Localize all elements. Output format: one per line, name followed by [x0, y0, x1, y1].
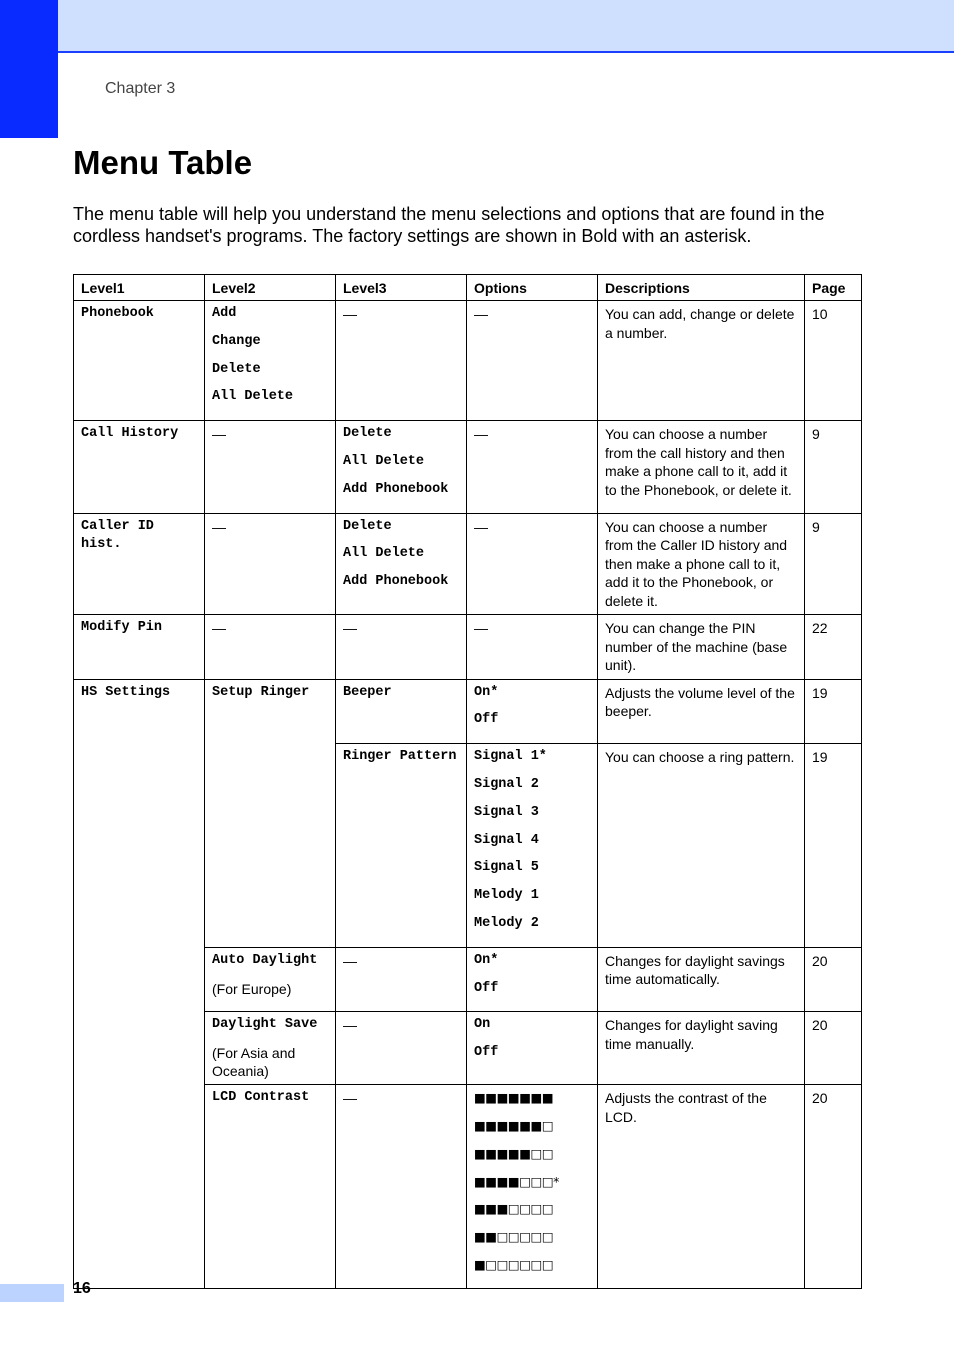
level3-item: Add Phonebook — [343, 574, 449, 590]
level2-item: Daylight Save — [212, 1017, 318, 1033]
level2-item: Delete — [212, 361, 261, 377]
contrast-level-option: ■■■■■■■ — [474, 1090, 554, 1106]
option-item: Signal 3 — [474, 804, 539, 820]
table-row-phonebook — [74, 301, 862, 421]
option-item: Melody 1 — [474, 888, 539, 904]
description-cell: Changes for daylight savings time automatically. — [598, 947, 805, 1012]
description-cell: Adjusts the contrast of the LCD. — [598, 1085, 805, 1289]
description-cell: Changes for daylight saving time manually. — [598, 1012, 805, 1085]
option-item: Signal 4 — [474, 832, 539, 848]
column-header-level3: Level3 — [336, 275, 467, 301]
option-item: Melody 2 — [474, 915, 539, 931]
options-empty: — — [467, 301, 598, 421]
contrast-level-option-default: ■■■■□□□* — [474, 1173, 559, 1189]
level2-empty: — — [205, 615, 336, 680]
option-item-default: On* — [474, 952, 499, 968]
contrast-level-option: ■□□□□□□ — [474, 1256, 554, 1272]
level1-caller-id: Caller ID hist. — [74, 513, 205, 615]
intro-paragraph: The menu table will help you understand the menu selections and options that are found in the cordless handset's programs. The factory settings are shown in Bold with an asterisk. — [73, 204, 825, 246]
level2-phonebook — [205, 301, 336, 421]
level3-empty: — — [336, 1012, 467, 1085]
level2-empty: — — [205, 421, 336, 513]
level2-lcd-contrast: LCD Contrast — [205, 1085, 336, 1289]
page-cell: 19 — [805, 679, 862, 744]
level3-item: All Delete — [343, 453, 425, 469]
page-cell: 9 — [805, 513, 862, 615]
options-empty: — — [467, 615, 598, 680]
column-header-options: Options — [467, 275, 598, 301]
level3-beeper: Beeper — [336, 679, 467, 744]
level2-auto-daylight — [205, 947, 336, 1012]
option-item: Off — [474, 1045, 499, 1061]
menu-table — [73, 274, 862, 1289]
page-cell: 22 — [805, 615, 862, 680]
option-item-default: Signal 1* — [474, 749, 547, 765]
level2-item: Change — [212, 333, 261, 349]
page-cell: 10 — [805, 301, 862, 421]
option-item: On — [474, 1017, 491, 1033]
contrast-level-option: ■■□□□□□ — [474, 1229, 554, 1245]
page-cell: 20 — [805, 947, 862, 1012]
page-cell: 20 — [805, 1012, 862, 1085]
level3-empty: — — [336, 301, 467, 421]
level2-note: (For Asia and Oceania) — [212, 1045, 296, 1080]
options-auto-daylight — [467, 947, 598, 1012]
table-row-modify-pin — [74, 615, 862, 680]
contrast-level-option: ■■■□□□□ — [474, 1201, 554, 1217]
option-item: Off — [474, 712, 499, 728]
column-header-level1: Level1 — [74, 275, 205, 301]
column-header-level2: Level2 — [205, 275, 336, 301]
table-row-beeper — [74, 679, 862, 744]
column-header-page: Page — [805, 275, 862, 301]
description-cell: You can change the PIN number of the machine (base unit). — [598, 615, 805, 680]
level1-modify-pin: Modify Pin — [74, 615, 205, 680]
level3-item: Delete — [343, 518, 392, 534]
level1-hs-settings: HS Settings — [74, 679, 205, 1288]
chapter-label: Chapter 3 — [105, 80, 176, 97]
table-row-caller-id — [74, 513, 862, 615]
level2-note: (For Europe) — [212, 980, 292, 997]
options-empty: — — [467, 421, 598, 513]
options-beeper — [467, 679, 598, 744]
option-item: Signal 2 — [474, 776, 539, 792]
option-item-default: On* — [474, 684, 499, 700]
level1-phonebook: Phonebook — [74, 301, 205, 421]
description-cell: Adjusts the volume level of the beeper. — [598, 679, 805, 744]
page-title: Menu Table — [73, 144, 253, 181]
level2-empty: — — [205, 513, 336, 615]
description-cell: You can choose a number from the call history and then make a phone call to it, add it to the Phonebook, or delete it. — [598, 421, 805, 513]
option-item: Signal 5 — [474, 860, 539, 876]
contrast-level-option: ■■■■■■□ — [474, 1117, 554, 1133]
description-cell: You can choose a number from the Caller ID history and then make a phone call to it, add it to the Phonebook, or delete it. — [598, 513, 805, 615]
page-cell: 20 — [805, 1085, 862, 1289]
level2-item: Auto Daylight — [212, 952, 318, 968]
header-band — [0, 0, 954, 53]
level3-ringer-pattern: Ringer Pattern — [336, 744, 467, 948]
table-header-row — [74, 275, 862, 301]
options-lcd-contrast — [467, 1085, 598, 1289]
contrast-level-option: ■■■■■□□ — [474, 1145, 554, 1161]
column-header-descriptions: Descriptions — [598, 275, 805, 301]
level3-item: All Delete — [343, 546, 425, 562]
chapter-tab-marker — [0, 0, 58, 138]
description-cell: You can add, change or delete a number. — [598, 301, 805, 421]
footer-band — [0, 1284, 64, 1302]
level3-caller-id — [336, 513, 467, 615]
options-daylight-save — [467, 1012, 598, 1085]
level3-empty: — — [336, 615, 467, 680]
page-number: 16 — [73, 1280, 91, 1297]
options-ringer-pattern — [467, 744, 598, 948]
options-empty: — — [467, 513, 598, 615]
page-cell: 19 — [805, 744, 862, 948]
level2-setup-ringer: Setup Ringer — [205, 679, 336, 947]
level3-empty: — — [336, 1085, 467, 1289]
level3-empty: — — [336, 947, 467, 1012]
description-cell: You can choose a ring pattern. — [598, 744, 805, 948]
level3-item: Delete — [343, 426, 392, 442]
level2-item: All Delete — [212, 389, 294, 405]
level1-call-history: Call History — [74, 421, 205, 513]
level3-call-history — [336, 421, 467, 513]
table-row-call-history — [74, 421, 862, 513]
option-item: Off — [474, 980, 499, 996]
level2-item: Add — [212, 306, 237, 321]
level3-item: Add Phonebook — [343, 481, 449, 497]
page-cell: 9 — [805, 421, 862, 513]
level2-daylight-save — [205, 1012, 336, 1085]
